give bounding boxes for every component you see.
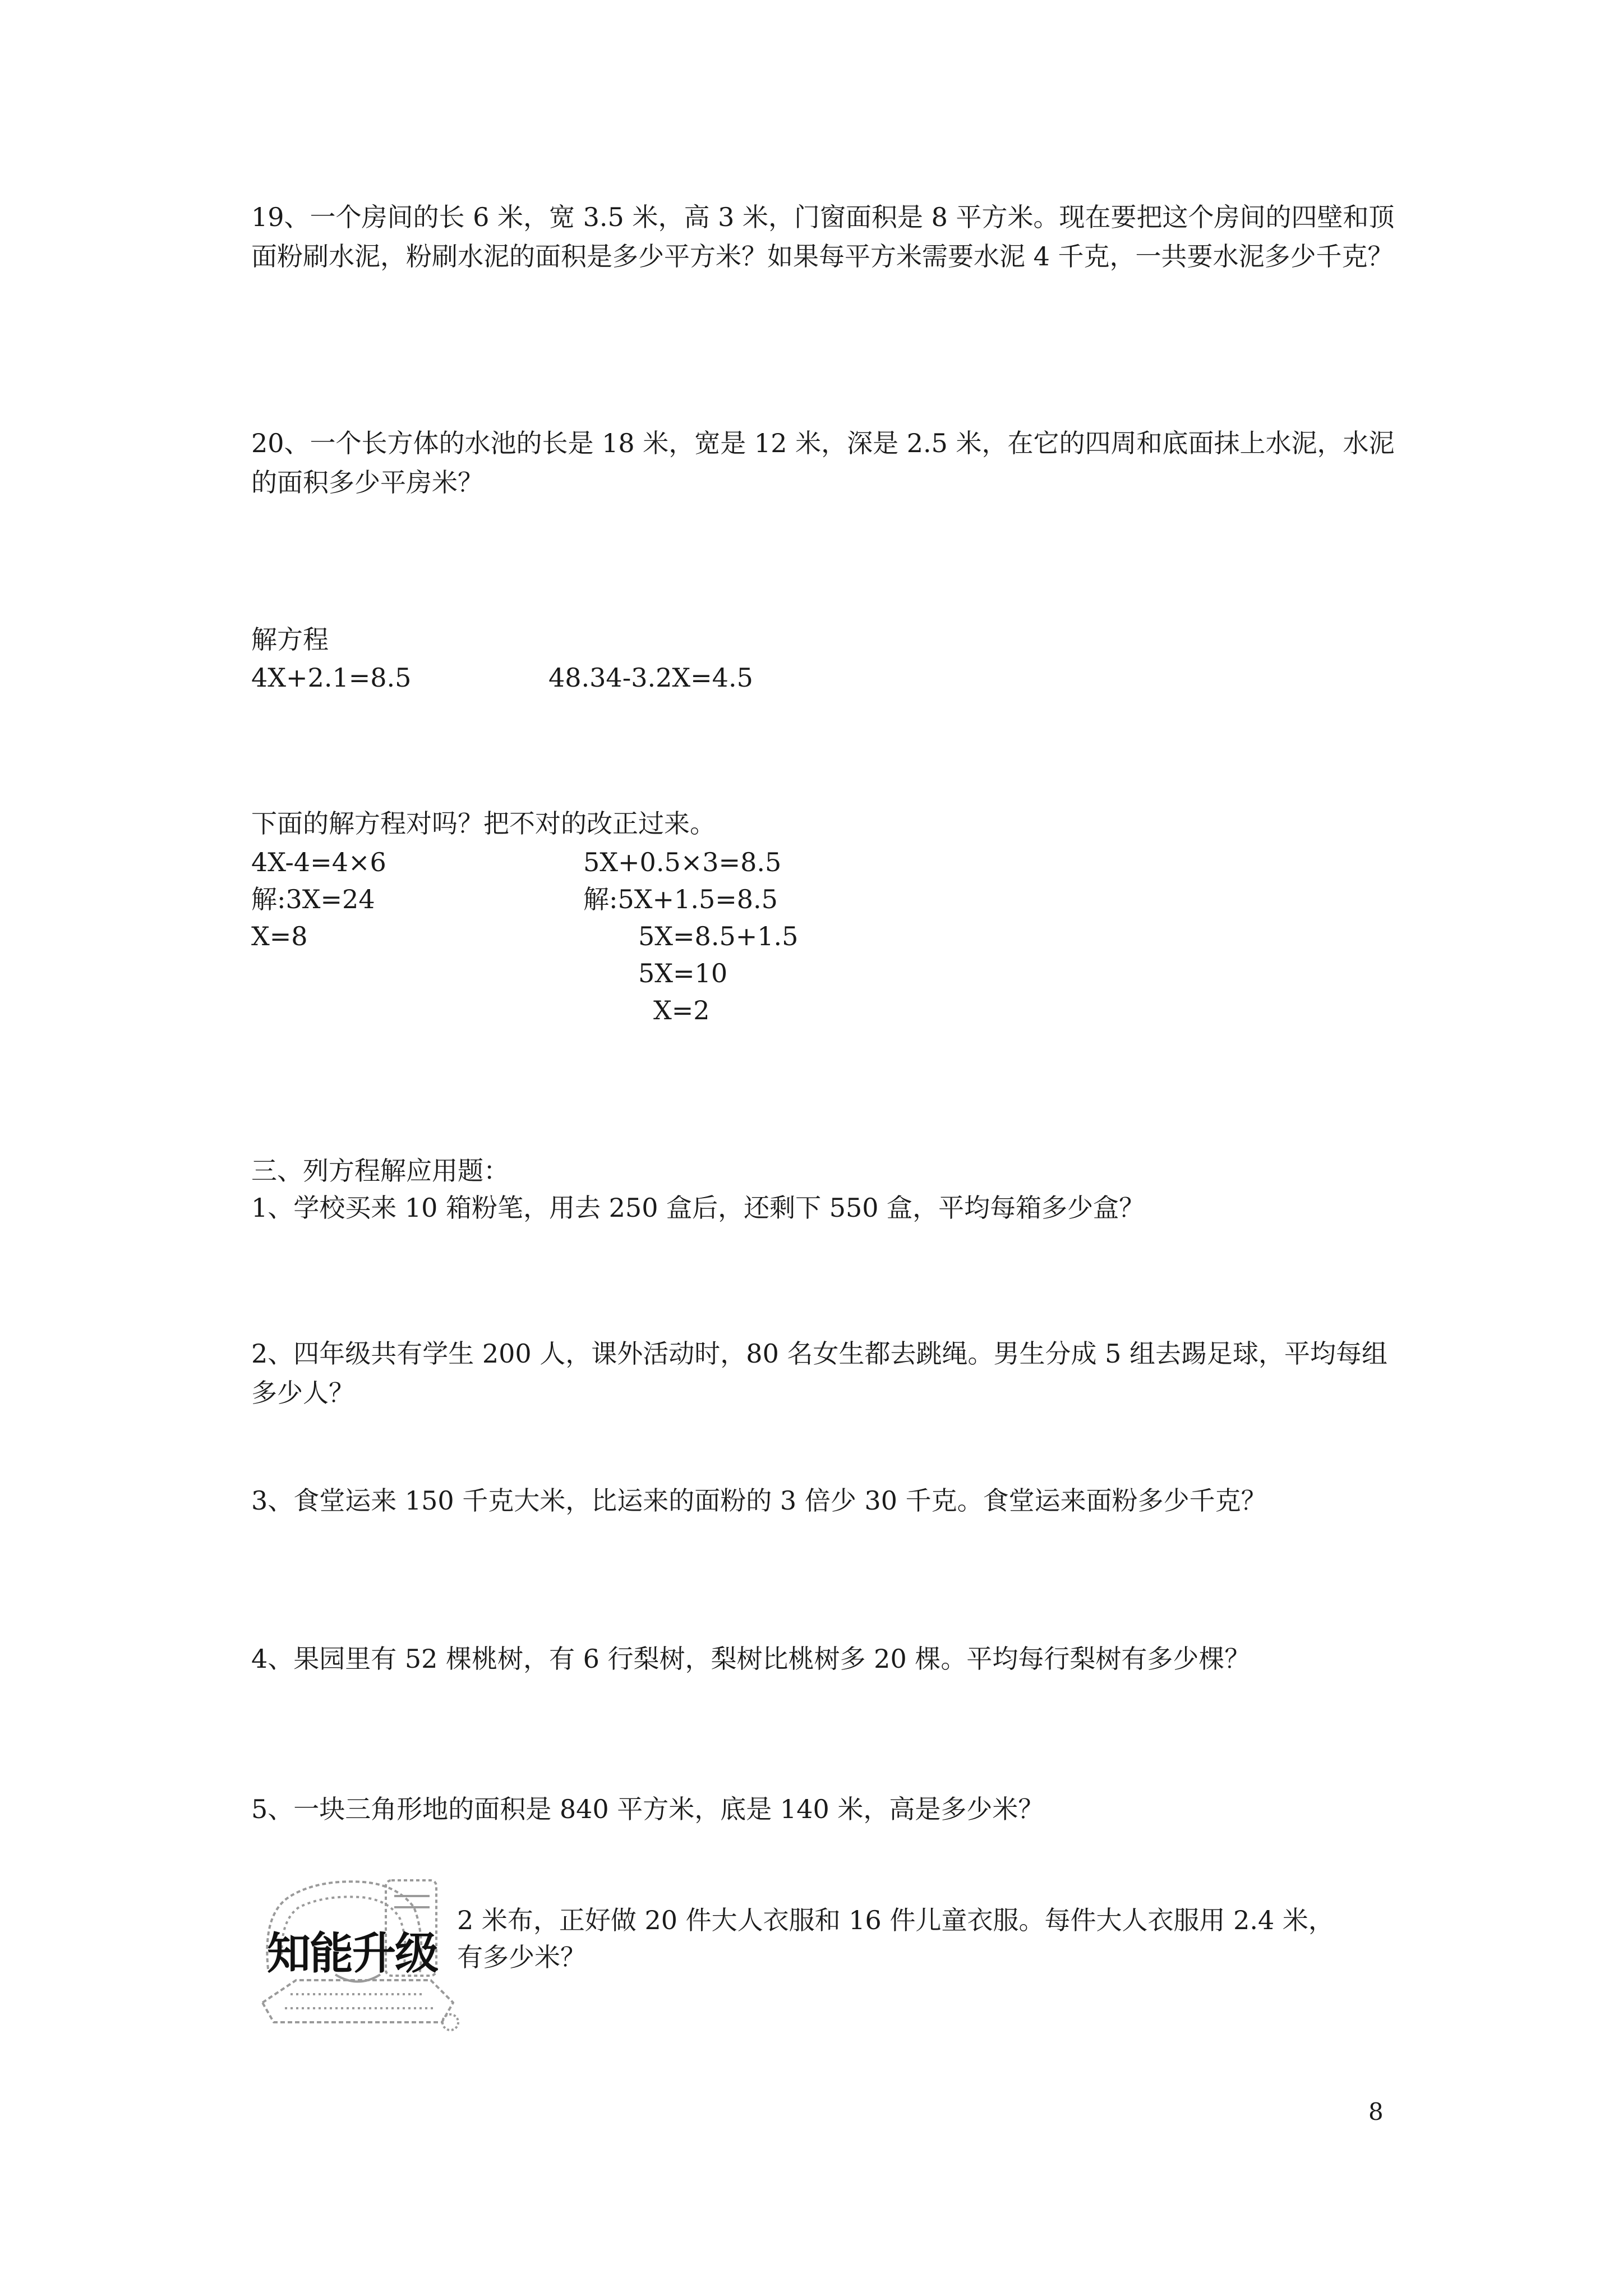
section-badge <box>251 1862 464 2036</box>
section-heading: 解方程 <box>251 624 329 655</box>
right-step: 解:5X+1.5=8.5 <box>583 884 778 914</box>
word-problem: 2、四年级共有学生 200 人，课外活动时，80 名女生都去跳绳。男生分成 5 组去踢足球，平均每组多少人？ <box>251 1338 1387 1408</box>
left-step: 4X-4=4×6 <box>251 847 386 877</box>
left-step: 解:3X=24 <box>251 884 375 914</box>
word-problem: 1、学校买来 10 箱粉笔，用去 250 盒后，还剩下 550 盒，平均每箱多少盒？ <box>251 1193 1145 1223</box>
right-step: 5X=8.5+1.5 <box>638 921 799 951</box>
page-number: 8 <box>1368 2098 1384 2125</box>
word-problem-partial: 有多少米？ <box>457 1942 586 1972</box>
right-step: 5X=10 <box>638 958 728 988</box>
problem-19: 19、一个房间的长 6 米，宽 3.5 米，高 3 米，门窗面积是 8 平方米。现在要把这个房间的四壁和顶面粉刷水泥，粉刷水泥的面积是多少平方米？如果每平方米需要水泥 4 千克，一共要水泥多少千克？ <box>251 202 1395 272</box>
section-heading: 下面的解方程对吗？把不对的改正过来。 <box>251 808 716 839</box>
equation-2: 48.34-3.2X=4.5 <box>548 662 753 693</box>
badge-label: 知能升级 <box>267 1929 438 1979</box>
problem-20: 20、一个长方体的水池的长是 18 米，宽是 12 米，深是 2.5 米，在它的四周和底面抹上水泥，水泥的面积多少平房米？ <box>251 428 1395 498</box>
right-step: X=2 <box>653 995 710 1025</box>
left-step: X=8 <box>251 921 308 951</box>
word-problem-partial: 2 米布，正好做 20 件大人衣服和 16 件儿童衣服。每件大人衣服用 2.4 米， <box>457 1905 1334 1935</box>
word-problem: 4、果园里有 52 棵桃树，有 6 行梨树，梨树比桃树多 20 棵。平均每行梨树有多少棵？ <box>251 1644 1251 1674</box>
equation-1: 4X+2.1=8.5 <box>251 662 412 693</box>
word-problem: 3、食堂运来 150 千克大米，比运来的面粉的 3 倍少 30 千克。食堂运来面粉多少千克？ <box>251 1485 1267 1516</box>
word-problem: 5、一块三角形地的面积是 840 平方米，底是 140 米，高是多少米？ <box>251 1794 1044 1824</box>
section-heading: 三、列方程解应用题： <box>251 1156 509 1186</box>
right-step: 5X+0.5×3=8.5 <box>583 847 782 877</box>
